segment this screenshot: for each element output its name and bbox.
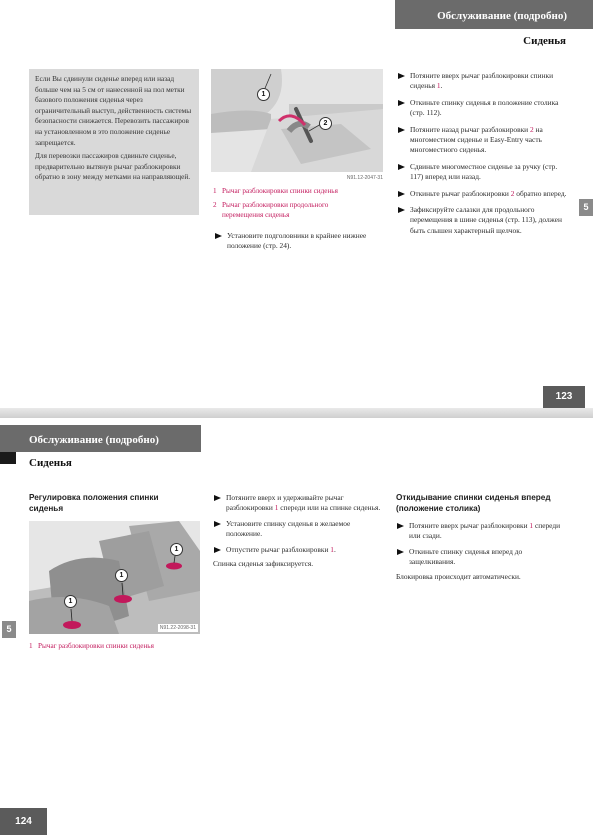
seat-backrest-photo: [29, 521, 200, 634]
chapter-tab: 5: [2, 621, 16, 638]
step-item: Потяните вверх и удерживайте рычаг разблокировки 1 спереди или на спинке сиденья.: [213, 493, 383, 514]
warning-info-box: [29, 69, 199, 215]
caption-text: Рычаг разблокировки спинки сиденья: [222, 187, 338, 195]
chapter-tab: 5: [579, 199, 593, 216]
caption-text: Рычаг разблокировки спинки сиденья: [38, 642, 154, 650]
step-item: Откиньте спинку сиденья вперед до защелкивания.: [396, 547, 568, 568]
step-item: Откиньте рычаг разблокировки 2 обратно вперед.: [397, 189, 569, 199]
step-item: Потяните вверх рычаг разблокировки 1 спереди или сзади.: [396, 521, 568, 542]
step-item: Потяните вверх рычаг разблокировки спинки сиденья 1.: [397, 71, 569, 92]
caption-number: 1: [29, 642, 33, 650]
callout-1: 1: [115, 569, 128, 582]
caption-1: [213, 186, 378, 196]
subsection-title: Откидывание спинки сиденья вперед (положение столика): [396, 493, 551, 513]
caption-text: Рычаг разблокировки продольного перемещения сиденья: [222, 201, 329, 219]
step-item: Сдвиньте многоместное сиденье за ручку (стр. 117) вперед или назад.: [397, 162, 569, 183]
callout-1: 1: [257, 88, 270, 101]
seat-lever-photo: [211, 69, 383, 172]
page-header: Обслуживание (подробно): [395, 0, 593, 29]
caption-number: 1: [213, 187, 217, 195]
info-paragraph: Для перевозки пассажиров сдвиньте сиденье, предварительно вытянув рычаг разблокировки обратно в зону между метками на направляющей.: [35, 151, 191, 182]
page-number: 123: [543, 386, 585, 408]
callout-1: 1: [170, 543, 183, 556]
step-item: Зафиксируйте салазки для продольного перемещения в шине сиденья (стр. 113), должен быть слышен характерный щелчок.: [397, 205, 569, 236]
page-number: 124: [0, 808, 47, 835]
figure-code: N91.12-2047-31: [346, 175, 383, 181]
step-item: Установите подголовники в крайнее нижнее положение (стр. 24).: [214, 231, 374, 252]
step-item: Откиньте спинку сиденья в положение столика (стр. 112).: [397, 98, 569, 119]
section-title: Сиденья: [29, 457, 72, 469]
note-text: Спинка сиденья зафиксируется.: [213, 559, 314, 569]
subsection-title: Регулировка положения спинки сиденья: [29, 493, 159, 513]
note-text: Блокировка происходит автоматически.: [396, 571, 521, 581]
caption-2: [213, 200, 378, 220]
steps-list: [397, 71, 569, 236]
section-title: Сиденья: [523, 35, 566, 47]
figure-code: N91.22-2098-31: [159, 625, 196, 631]
step-item: Установите спинку сиденья в желаемое положение.: [213, 519, 383, 540]
caption-number: 2: [213, 201, 217, 209]
page-header: Обслуживание (подробно): [0, 425, 201, 452]
steps-list: [213, 493, 383, 569]
callout-2: 2: [319, 117, 332, 130]
page-divider: [0, 408, 593, 418]
caption-1: [29, 641, 199, 651]
info-paragraph: Если Вы сдвинули сиденье вперед или назад больше чем на 5 см от нанесенной на пол метки базового положения сиденья через ограничительный выступ, действенность системы безопасности снижается. Перевозить пассажиров на установленном в это положение сиденье запрещается.: [35, 74, 192, 147]
step-item: Отпустите рычаг разблокировки 1.: [213, 545, 383, 555]
figure-captions: [213, 186, 378, 220]
header-marker: [0, 452, 16, 464]
step-item: Потяните назад рычаг разблокировки 2 на многоместном сиденье и Easy-Entry часть многоместного сиденья.: [397, 125, 569, 156]
seat-lever-illustration: [211, 69, 383, 172]
callout-1: 1: [64, 595, 77, 608]
steps-list: [396, 521, 568, 582]
